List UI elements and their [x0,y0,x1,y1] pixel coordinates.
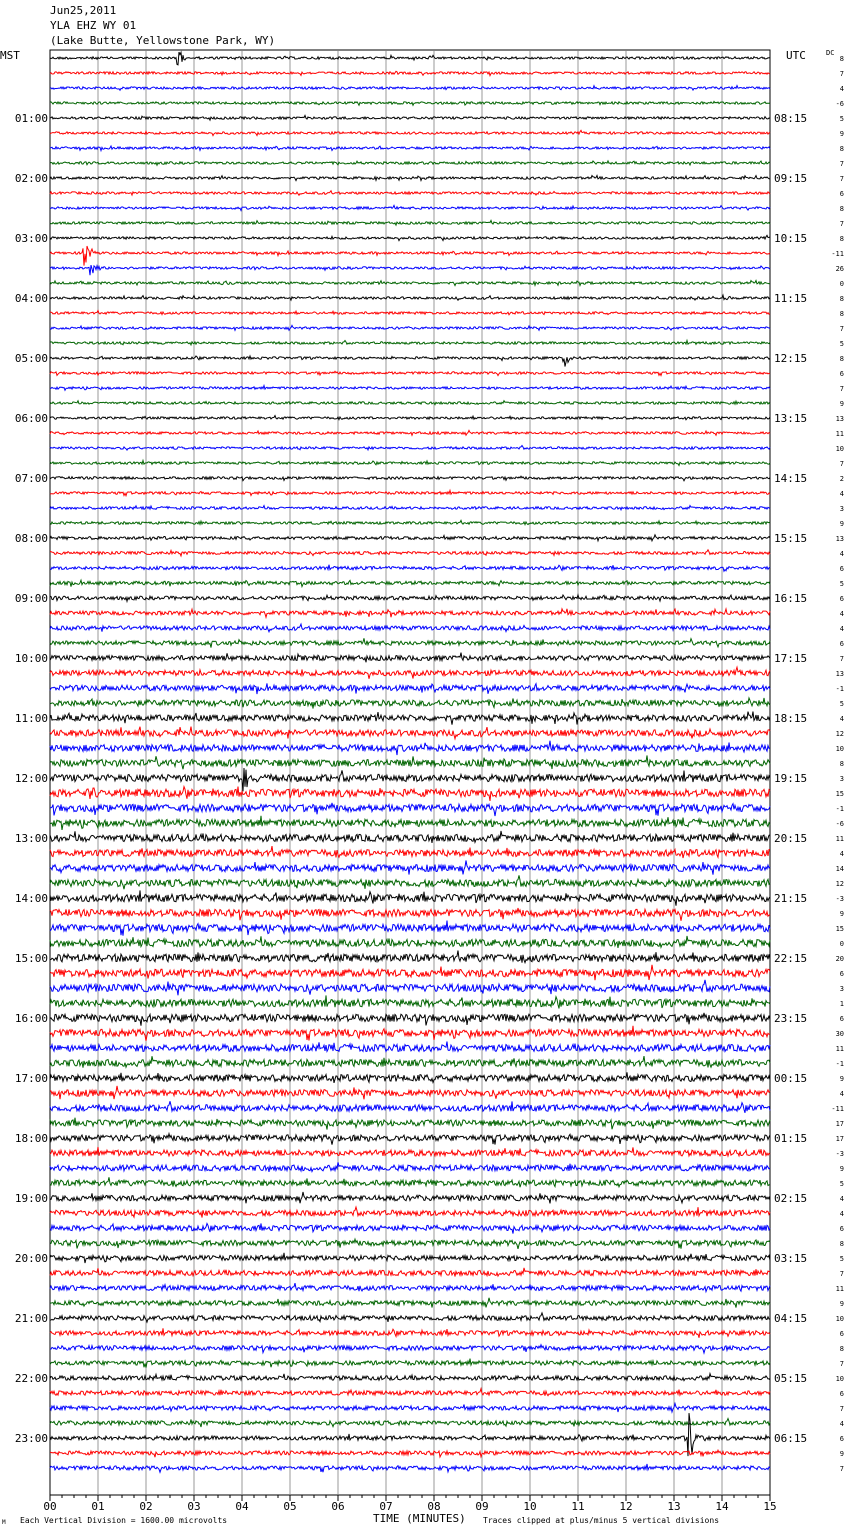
trace-line [50,1056,770,1068]
dc-offset-label: 4 [839,85,844,93]
left-hour-label: 05:00 [14,352,48,365]
dc-offset-label: 9 [839,910,844,918]
dc-offset-label: 8 [839,205,844,213]
trace-line [50,1013,770,1026]
dc-offset-label: 9 [839,1165,844,1173]
dc-offset-label: 8 [839,355,844,363]
trace-line [50,1072,770,1083]
x-tick-label: 08 [427,1500,441,1513]
trace-line [50,609,770,618]
corner-mark: M [2,1519,6,1526]
x-tick-label: 11 [571,1500,585,1513]
x-tick-label: 06 [331,1500,345,1513]
dc-offset-label: 8 [839,1240,844,1248]
x-tick-label: 03 [187,1500,201,1513]
dc-offset-label: 15 [835,925,844,933]
left-hour-label: 08:00 [14,532,48,545]
right-hour-label: 09:15 [774,172,808,185]
trace-line [50,520,770,524]
trace-line [50,265,770,275]
right-hour-label: 06:15 [774,1432,808,1445]
dc-offset-label: 4 [839,715,844,723]
trace-line [50,580,770,587]
trace-line [50,506,770,510]
left-timezone-label: MST [0,49,20,62]
trace-line [50,1162,770,1172]
dc-offset-label: 4 [839,1090,844,1098]
right-hour-label: 19:15 [774,772,808,785]
dc-offset-label: 8 [839,145,844,153]
trace-line [50,101,770,105]
dc-offset-label: 4 [839,850,844,858]
x-tick-label: 07 [379,1500,393,1513]
trace-line [50,191,770,195]
plot-frame [50,50,770,1495]
trace-line [50,246,770,266]
left-hour-label: 11:00 [14,712,48,725]
trace-line [50,401,770,405]
trace-line [50,755,770,769]
clip-note: Traces clipped at plus/minus 5 vertical divisions [483,1516,720,1525]
trace-line [50,595,770,601]
trace-line [50,565,770,572]
dc-offset-label: 10 [835,745,844,753]
dc-offset-label: 7 [839,160,844,168]
dc-offset-label: -6 [835,820,844,828]
dc-offset-label: 1 [839,1000,844,1008]
dc-offset-label: 5 [839,580,844,588]
dc-offset-label: 3 [839,985,844,993]
trace-line [50,356,770,367]
dc-offset-label: 7 [839,175,844,183]
trace-line [50,1283,770,1292]
left-hour-label: 23:00 [14,1432,48,1445]
x-axis-title: TIME (MINUTES) [373,1512,466,1525]
dc-offset-label: 6 [839,1390,844,1398]
dc-offset-label: 5 [839,340,844,348]
trace-line [50,890,770,905]
trace-line [50,803,770,816]
trace-line [50,1464,770,1472]
x-tick-label: 14 [715,1500,729,1513]
right-hour-label: 05:15 [774,1372,808,1385]
dc-offset-label: 14 [835,865,844,873]
trace-line [50,71,770,75]
dc-offset-label: 9 [839,1300,844,1308]
trace-line [50,476,770,481]
dc-offset-label: 9 [839,520,844,528]
trace-line [50,430,770,435]
trace-line [50,535,770,541]
right-hour-label: 14:15 [774,472,808,485]
trace-line [50,176,770,181]
left-hour-label: 17:00 [14,1072,48,1085]
dc-offset-label: 4 [839,1210,844,1218]
trace-line [50,161,770,165]
dc-offset-label: 11 [835,835,844,843]
left-hour-label: 07:00 [14,472,48,485]
x-tick-label: 12 [619,1500,633,1513]
right-hour-label: 08:15 [774,112,808,125]
trace-line [50,1239,770,1249]
trace-line [50,624,770,632]
right-hour-label: 03:15 [774,1252,808,1265]
trace-line [50,980,770,995]
dc-offset-label: 8 [839,295,844,303]
left-hour-label: 01:00 [14,112,48,125]
right-hour-label: 13:15 [774,412,808,425]
dc-offset-label: 6 [839,1015,844,1023]
dc-offset-label: 3 [839,505,844,513]
trace-line [50,1374,770,1381]
dc-offset-label: 7 [839,385,844,393]
trace-line [50,416,770,420]
trace-line [50,52,770,65]
trace-line [50,461,770,466]
dc-offset-label: 9 [839,400,844,408]
dc-offset-label: 12 [835,730,844,738]
left-hour-label: 13:00 [14,832,48,845]
trace-line [50,1042,770,1052]
dc-offset-label: -1 [835,1060,844,1068]
dc-offset-label: 8 [839,235,844,243]
dc-offset-label: 6 [839,565,844,573]
right-hour-label: 00:15 [774,1072,808,1085]
right-hour-label: 21:15 [774,892,808,905]
trace-line [50,1207,770,1217]
dc-offset-label: 7 [839,655,844,663]
dc-offset-label: 8 [839,310,844,318]
trace-line [50,311,770,315]
dc-offset-label: 9 [839,1450,844,1458]
trace-line [50,1118,770,1130]
trace-line [50,1147,770,1156]
dc-offset-label: -6 [835,100,844,108]
trace-line [50,205,770,210]
trace-line [50,1223,770,1233]
trace-line [50,1389,770,1396]
trace-line [50,787,770,801]
right-hour-label: 15:15 [774,532,808,545]
trace-line [50,1404,770,1413]
left-hour-label: 20:00 [14,1252,48,1265]
dc-offset-label: 10 [835,1375,844,1383]
dc-offset-label: 3 [839,775,844,783]
right-hour-label: 20:15 [774,832,808,845]
dc-offset-label: 6 [839,640,844,648]
dc-offset-label: 11 [835,1285,844,1293]
trace-line [50,115,770,120]
dc-offset-label: 17 [835,1120,844,1128]
trace-line [50,1026,770,1041]
dc-offset-label: 9 [839,130,844,138]
dc-offset-label: 15 [835,790,844,798]
right-hour-label: 12:15 [774,352,808,365]
left-hour-label: 14:00 [14,892,48,905]
dc-offset-label: 13 [835,535,844,543]
left-hour-label: 04:00 [14,292,48,305]
scale-note: Each Vertical Division = 1600.00 microvolts [20,1516,228,1525]
x-tick-label: 05 [283,1500,297,1513]
dc-offset-label: 4 [839,625,844,633]
dc-offset-label: 10 [835,1315,844,1323]
trace-line [50,768,770,791]
dc-offset-label: 0 [839,940,844,948]
left-hour-label: 03:00 [14,232,48,245]
trace-line [50,921,770,936]
trace-line [50,490,770,495]
header-station: YLA EHZ WY 01 [50,19,137,32]
dc-offset-label: -1 [835,805,844,813]
right-hour-label: 16:15 [774,592,808,605]
trace-line [50,371,770,375]
x-tick-label: 10 [523,1500,537,1513]
dc-offset-label: 8 [839,760,844,768]
trace-line [50,86,770,91]
trace-line [50,698,770,709]
trace-line [50,235,770,240]
trace-line [50,341,770,345]
right-hour-label: 22:15 [774,952,808,965]
dc-offset-label: 5 [839,1180,844,1188]
trace-line [50,325,770,330]
dc-offset-label: 4 [839,1420,844,1428]
right-hour-label: 10:15 [774,232,808,245]
x-tick-label: 00 [43,1500,57,1513]
right-timezone-label: UTC [786,49,806,62]
trace-line [50,861,770,875]
trace-line [50,683,770,694]
trace-line [50,1313,770,1322]
left-hour-label: 19:00 [14,1192,48,1205]
dc-offset-label: 13 [835,415,844,423]
trace-line [50,727,770,739]
right-hour-label: 11:15 [774,292,808,305]
x-tick-label: 04 [235,1500,249,1513]
trace-line [50,1345,770,1353]
dc-offset-label: 6 [839,1435,844,1443]
left-hour-label: 10:00 [14,652,48,665]
left-hour-label: 22:00 [14,1372,48,1385]
trace-line [50,130,770,135]
right-hour-label: 18:15 [774,712,808,725]
dc-offset-label: 4 [839,1195,844,1203]
dc-offset-label: 7 [839,220,844,228]
right-hour-label: 01:15 [774,1132,808,1145]
trace-line [50,741,770,755]
trace-line [50,1268,770,1277]
trace-line [50,1134,770,1145]
left-hour-label: 12:00 [14,772,48,785]
dc-offset-label: -1 [835,685,844,693]
dc-offset-label: 6 [839,970,844,978]
trace-line [50,995,770,1008]
dc-offset-label: 8 [839,55,844,63]
dc-offset-label: 13 [835,670,844,678]
dc-offset-label: 7 [839,1405,844,1413]
dc-offset-label: 5 [839,1255,844,1263]
trace-line [50,1101,770,1113]
trace-line [50,446,770,451]
dc-offset-label: 7 [839,1360,844,1368]
header-date: Jun25,2011 [50,4,117,17]
x-tick-label: 15 [763,1500,777,1513]
trace-line [50,653,770,663]
dc-offset-label: 2 [839,475,844,483]
trace-line [50,1177,770,1187]
dc-offset-label: 4 [839,550,844,558]
dc-offset-label: 7 [839,1270,844,1278]
dc-offset-label: 11 [835,430,844,438]
dc-offset-label: 5 [839,115,844,123]
trace-line [50,281,770,286]
trace-line [50,1419,770,1428]
trace-line [50,1086,770,1099]
dc-offset-label: -3 [835,1150,844,1158]
left-hour-label: 16:00 [14,1012,48,1025]
right-hour-label: 17:15 [774,652,808,665]
trace-line [50,295,770,300]
dc-offset-label: -11 [831,250,844,258]
trace-line [50,1253,770,1263]
dc-offset-label: 12 [835,880,844,888]
dc-offset-label: 10 [835,445,844,453]
trace-line [50,550,770,556]
left-hour-label: 18:00 [14,1132,48,1145]
trace-line [50,386,770,391]
dc-offset-label: -11 [831,1105,844,1113]
trace-line [50,1328,770,1338]
dc-offset-label: 8 [839,1345,844,1353]
trace-line [50,667,770,679]
dc-offset-label: 11 [835,1045,844,1053]
trace-line [50,1298,770,1308]
dc-offset-label: 7 [839,460,844,468]
trace-line [50,638,770,647]
dc-offset-label: 4 [839,610,844,618]
dc-offset-label: 30 [835,1030,844,1038]
dc-offset-label: 6 [839,1330,844,1338]
dc-offset-label: -3 [835,895,844,903]
trace-line [50,1413,770,1456]
dc-offset-label: 4 [839,490,844,498]
dc-offset-label: 7 [839,325,844,333]
trace-line [50,831,770,843]
left-hour-label: 15:00 [14,952,48,965]
left-hour-label: 06:00 [14,412,48,425]
trace-line [50,875,770,889]
dc-label: DC [826,49,835,57]
dc-offset-label: 5 [839,700,844,708]
left-hour-label: 02:00 [14,172,48,185]
dc-offset-label: 6 [839,190,844,198]
dc-offset-label: 26 [835,265,844,273]
left-hour-label: 09:00 [14,592,48,605]
x-tick-label: 13 [667,1500,681,1513]
dc-offset-label: 6 [839,1225,844,1233]
trace-line [50,1450,770,1457]
dc-offset-label: 9 [839,1075,844,1083]
trace-line [50,951,770,963]
header-location: (Lake Butte, Yellowstone Park, WY) [50,34,276,47]
trace-line [50,712,770,725]
dc-offset-label: 6 [839,370,844,378]
dc-offset-label: 20 [835,955,844,963]
dc-offset-label: 7 [839,70,844,78]
x-tick-label: 02 [139,1500,153,1513]
dc-offset-label: 0 [839,280,844,288]
trace-line [50,220,770,225]
trace-line [50,816,770,830]
x-tick-label: 09 [475,1500,489,1513]
right-hour-label: 23:15 [774,1012,808,1025]
dc-offset-label: 7 [839,1465,844,1473]
trace-line [50,936,770,948]
dc-offset-label: 17 [835,1135,844,1143]
trace-line [50,1359,770,1368]
trace-line [50,846,770,858]
trace-line [50,965,770,980]
x-tick-label: 01 [91,1500,105,1513]
dc-offset-label: 6 [839,595,844,603]
trace-line [50,1192,770,1203]
trace-line [50,908,770,921]
right-hour-label: 02:15 [774,1192,808,1205]
trace-line [50,146,770,151]
left-hour-label: 21:00 [14,1312,48,1325]
right-hour-label: 04:15 [774,1312,808,1325]
